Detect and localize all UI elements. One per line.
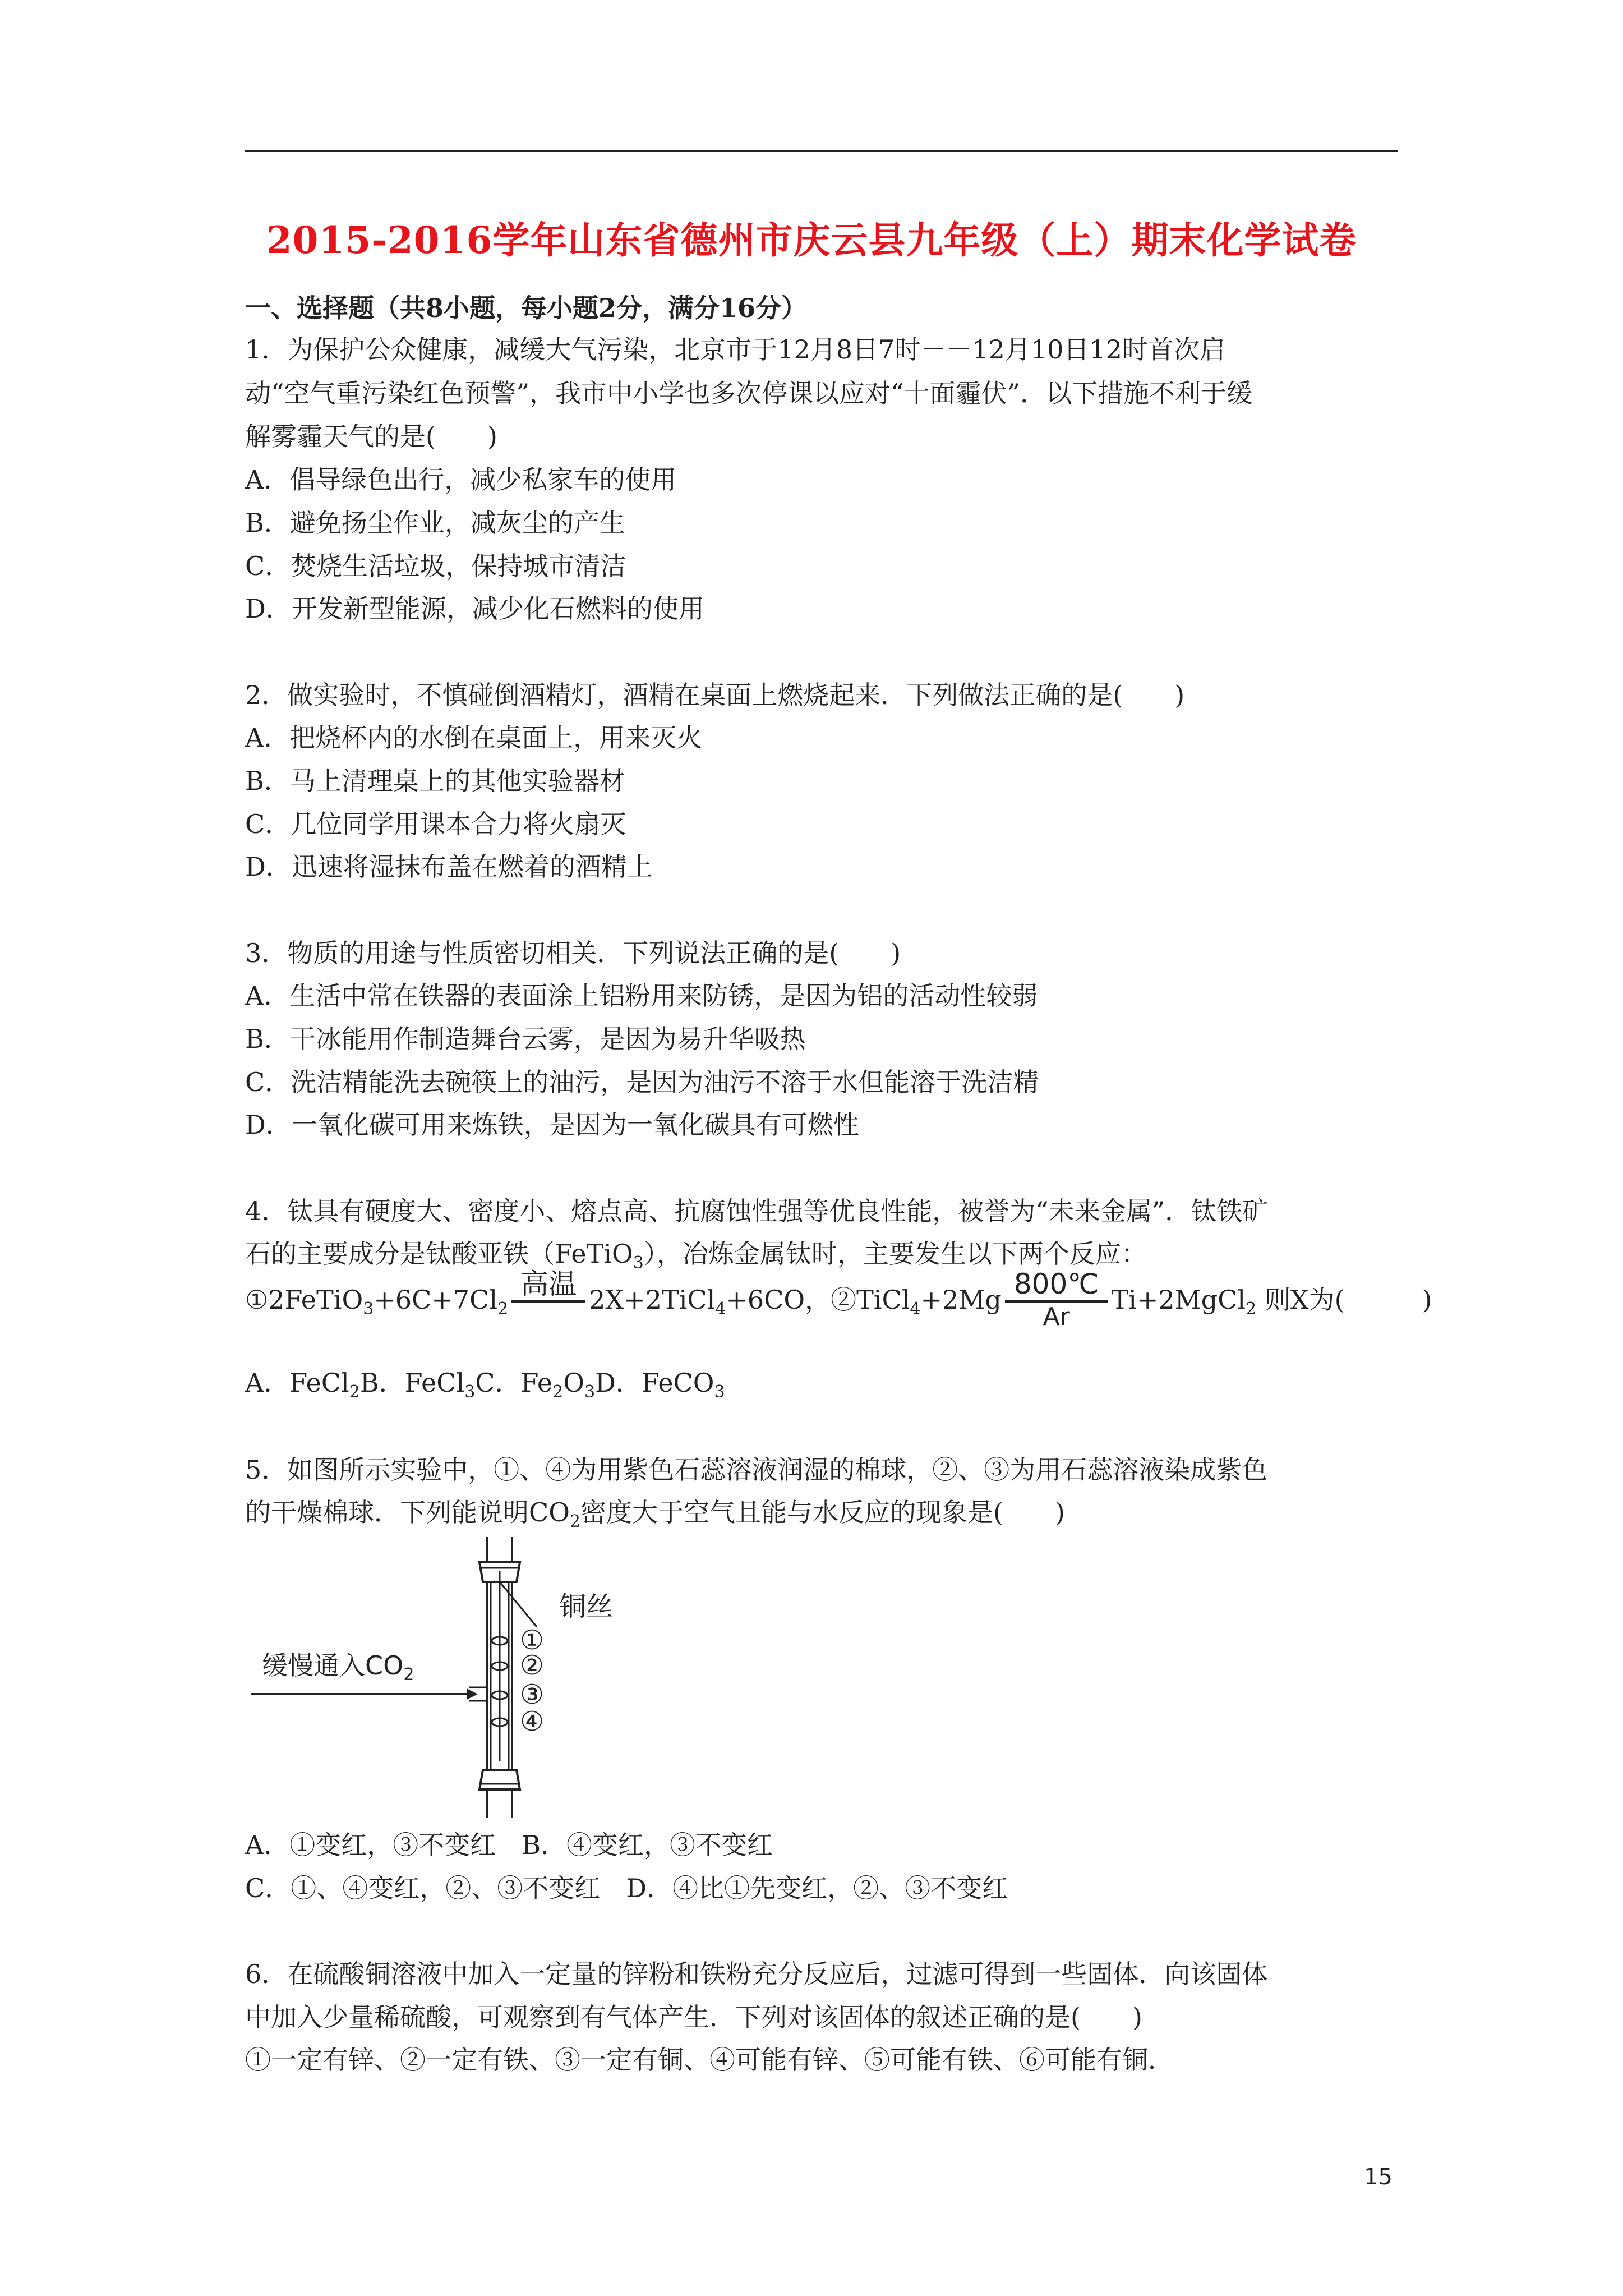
q1-line1: 1．为保护公众健康，减缓大气污染，北京市于12月8日7时－－12月10日12时首次启 — [245, 334, 1225, 365]
q3-option-d: D．一氧化碳可用来炼铁，是因为一氧化碳具有可燃性 — [245, 1110, 859, 1140]
q5-line2: 的干燥棉球．下列能说明$CO_2$密度大于空气且能与水反应的现象是( ) — [245, 1497, 1065, 1531]
q3-option-b: B．干冰能用作制造舞台云雾，是因为易升华吸热 — [245, 1024, 806, 1054]
header-rule — [245, 150, 1398, 152]
q3-line1: 3．物质的用途与性质密切相关．下列说法正确的是( ) — [245, 938, 901, 968]
ball-label-1: ① — [520, 1625, 545, 1656]
experiment-figure — [245, 1537, 694, 1818]
copper-wire-label: 铜丝 — [559, 1591, 614, 1622]
page-number: 15 — [1364, 2164, 1393, 2190]
q4-line2: 石的主要成分是钛酸亚铁（FeTiO$_3$），冶炼金属钛时，主要发生以下两个反应： — [245, 1239, 1147, 1273]
q5-options-cd: C．①、④变红，②、③不变红 D．④比①先变红，②、③不变红 — [245, 1873, 1008, 1903]
q1-option-a: A．倡导绿色出行，减少私家车的使用 — [245, 464, 677, 495]
q1-option-c: C．焚烧生活垃圾，保持城市清洁 — [245, 551, 626, 581]
q4-options: A．FeCl$_2$B．FeCl$_3$C．$Fe_2O_3D$．FeCO$_3$ — [245, 1368, 725, 1402]
q3-option-c: C．洗洁精能洗去碗筷上的油污，是因为油污不溶于水但能溶于洗洁精 — [245, 1067, 1039, 1097]
q2-option-c: C．几位同学用课本合力将火扇灭 — [245, 809, 626, 839]
ball-label-2: ② — [520, 1650, 545, 1681]
q1-line2: 动“空气重污染红色预警”，我市中小学也多次停课以应对“十面霾伏”．以下措施不利于缓 — [245, 378, 1253, 408]
ball-label-4: ④ — [520, 1706, 545, 1737]
q6-line1: 6．在硫酸铜溶液中加入一定量的锌粉和铁粉充分反应后，过滤可得到一些固体．向该固体 — [245, 1959, 1268, 1989]
q4-line1: 4．钛具有硬度大、密度小、熔点高、抗腐蚀性强等优良性能，被誉为“未来金属”．钛铁矿 — [245, 1196, 1269, 1226]
q1-option-d: D．开发新型能源，减少化石燃料的使用 — [245, 593, 704, 624]
q6-line2: 中加入少量稀硫酸，可观察到有气体产生．下列对该固体的叙述正确的是( ) — [245, 2002, 1142, 2032]
page-title: 2015-2016学年山东省德州市庆云县九年级（上）期末化学试卷 — [266, 218, 1357, 262]
q1-option-b: B．避免扬尘作业，减灰尘的产生 — [245, 508, 625, 538]
q2-option-a: A．把烧杯内的水倒在桌面上，用来灭火 — [245, 723, 703, 753]
q2-line1: 2．做实验时，不慎碰倒酒精灯，酒精在桌面上燃烧起来．下列做法正确的是( ) — [245, 680, 1185, 710]
bottom-stopper-icon — [479, 1770, 520, 1789]
q3-option-a: A．生活中常在铁器的表面涂上铝粉用来防锈，是因为铝的活动性较弱 — [245, 981, 1038, 1011]
inlet-label: 缓慢通入$CO_2$ — [262, 1650, 414, 1685]
q5-options-ab: A．①变红，③不变红 B．④变红，③不变红 — [245, 1830, 773, 1860]
q2-option-b: B．马上清理桌上的其他实验器材 — [245, 766, 625, 796]
section-heading: 一、选择题（共8小题，每小题2分，满分16分） — [245, 293, 808, 323]
ball-label-3: ③ — [520, 1679, 545, 1710]
q2-option-d: D．迅速将湿抹布盖在燃着的酒精上 — [245, 852, 653, 882]
q4-equations: $①2FeTiO_3+6C+7Cl_2$ 高温 2X+2TiCl$_4$+6CO，②TiCl$_4$+2Mg $\frac{800℃}{Ar}$ Ti+2MgCl$_2$ 则X为( ) — [245, 1268, 1432, 1331]
reaction-condition-1: 高温 — [511, 1270, 585, 1329]
reaction-condition-2: $\frac{800℃}{Ar}$ — [1005, 1270, 1108, 1329]
q1-line3: 解雾霾天气的是( ) — [245, 421, 497, 452]
q6-line3: ①一定有锌、②一定有铁、③一定有铜、④可能有锌、⑤可能有铁、⑥可能有铜． — [245, 2045, 1174, 2075]
q5-line1: 5．如图所示实验中，①、④为用紫色石蕊溶液润湿的棉球，②、③为用石蕊溶液染成紫色 — [245, 1455, 1268, 1485]
